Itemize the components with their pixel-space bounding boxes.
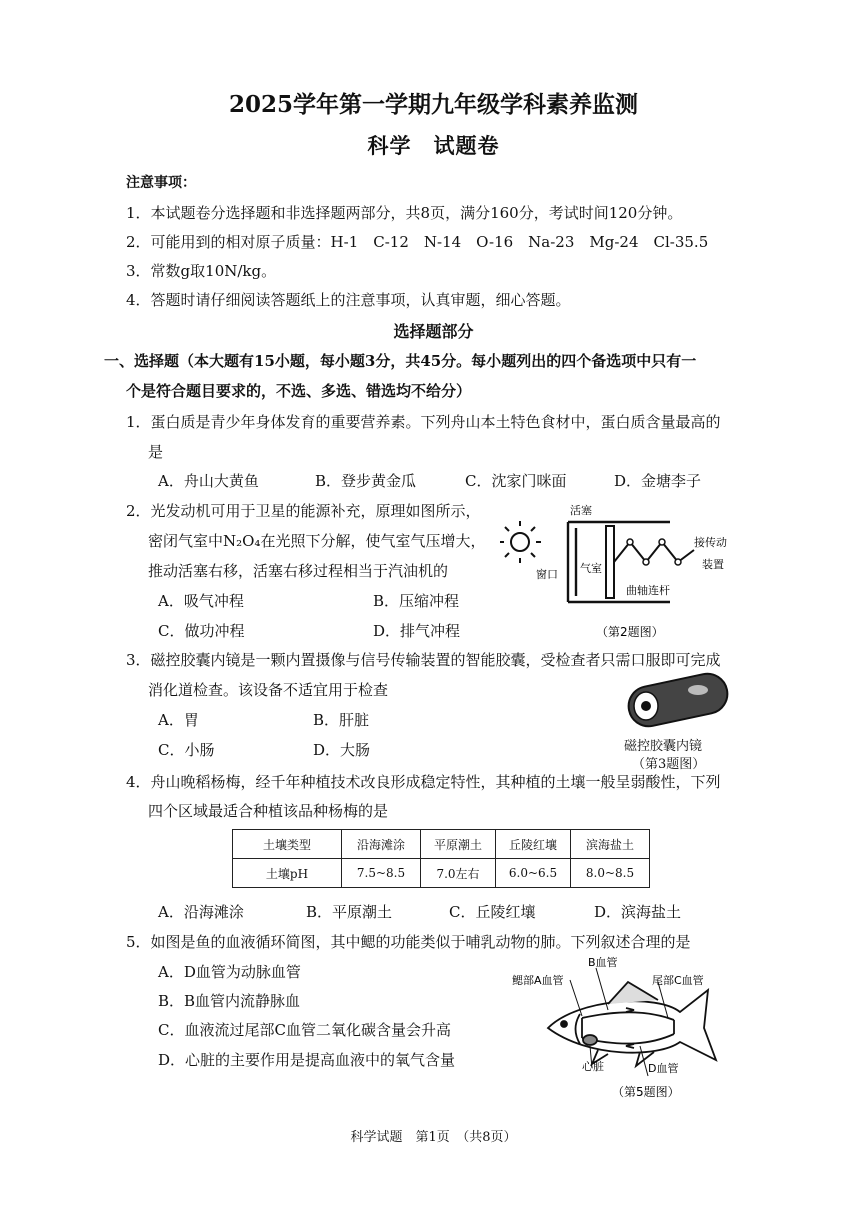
q2-option-a: A．吸气冲程 bbox=[158, 592, 244, 610]
q5-option-a: A．D血管为动脉血管 bbox=[158, 963, 301, 981]
table-cell: 8.0~8.5 bbox=[571, 859, 650, 888]
q3-stem-2: 消化道检查。该设备不适宜用于检查 bbox=[148, 681, 389, 699]
q5-option-d: D．心脏的主要作用是提高血液中的氧气含量 bbox=[158, 1051, 456, 1069]
table-cell: 平原潮土 bbox=[421, 830, 496, 859]
q2-option-d: D．排气冲程 bbox=[373, 622, 461, 640]
q2-engine-figure bbox=[500, 498, 750, 646]
capsule-endoscope-image bbox=[618, 670, 734, 730]
sun-icon bbox=[500, 521, 541, 563]
q4-stem-2: 四个区域最适合种植该品种杨梅的是 bbox=[148, 802, 389, 820]
heart-label: 心脏 bbox=[582, 1060, 604, 1073]
q2-stem-2: 密闭气室中N₂O₄在光照下分解，使气室气压增大， bbox=[148, 532, 486, 550]
note-item-3: 3．常数g取10N/kg。 bbox=[126, 262, 277, 280]
table-row bbox=[233, 859, 650, 888]
table-cell: 滨海盐土 bbox=[571, 830, 650, 859]
page-subtitle: 科学 试题卷 bbox=[367, 133, 500, 158]
notes-heading: 注意事项： bbox=[126, 175, 196, 191]
q1-option-b: B．登步黄金瓜 bbox=[315, 472, 417, 490]
q3-option-a: A．胃 bbox=[158, 711, 199, 729]
table-header-row bbox=[233, 830, 650, 859]
q4-option-a: A．沿海滩涂 bbox=[158, 903, 244, 921]
q2-option-b: B．压缩冲程 bbox=[373, 592, 460, 610]
page-title: 2025学年第一学期九年级学科素养监测 bbox=[228, 91, 638, 118]
q3-figure-caption: （第3题图） bbox=[632, 757, 706, 772]
table-cell: 沿海滩涂 bbox=[342, 830, 421, 859]
q4-option-b: B．平原潮土 bbox=[306, 903, 393, 921]
chamber-label: 气室 bbox=[580, 562, 602, 575]
q1-stem-1: 1．蛋白质是青少年身体发育的重要营养素。下列舟山本土特色食材中，蛋白质含量最高的 bbox=[126, 413, 721, 431]
vessel-d-label: D血管 bbox=[648, 1062, 679, 1075]
q5-stem-1: 5．如图是鱼的血液循环简图，其中鳃的功能类似于哺乳动物的肺。下列叙述合理的是 bbox=[126, 933, 691, 951]
table-cell: 丘陵红壤 bbox=[496, 830, 571, 859]
q2-figure-caption: （第2题图） bbox=[596, 625, 664, 639]
q4-option-c: C．丘陵红壤 bbox=[449, 903, 536, 921]
q2-option-c: C．做功冲程 bbox=[158, 622, 245, 640]
section-title: 选择题部分 bbox=[393, 322, 474, 341]
q3-option-c: C．小肠 bbox=[158, 741, 215, 759]
q1-option-a: A．舟山大黄鱼 bbox=[158, 472, 259, 490]
crank-label: 曲轴连杆 bbox=[626, 584, 670, 597]
fish-circulation-figure bbox=[508, 954, 730, 1102]
q3-option-d: D．大肠 bbox=[313, 741, 371, 759]
section-intro-1: 一、选择题（本大题有15小题，每小题3分，共45分。每小题列出的四个备选项中只有一 bbox=[104, 352, 697, 370]
table-cell: 7.5~8.5 bbox=[342, 859, 421, 888]
note-item-2: 2．可能用到的相对原子质量：H-1 C-12 N-14 O-16 Na-23 Mg-24 Cl-35.5 bbox=[126, 233, 709, 251]
note-item-1: 1．本试题卷分选择题和非选择题两部分，共8页，满分160分，考试时间120分钟。 bbox=[126, 204, 683, 222]
window-label: 窗口 bbox=[536, 568, 558, 581]
note-item-4: 4．答题时请仔细阅读答题纸上的注意事项，认真审题，细心答题。 bbox=[126, 291, 571, 309]
table-cell: 土壤pH bbox=[233, 859, 342, 888]
table-cell: 土壤类型 bbox=[233, 830, 342, 859]
soil-ph-table bbox=[232, 829, 650, 888]
vessel-a-label: 鳃部A血管 bbox=[512, 974, 564, 987]
q1-option-c: C．沈家门咪面 bbox=[465, 472, 567, 490]
q4-stem-1: 4．舟山晚稻杨梅，经千年种植技术改良形成稳定特性，其种植的土壤一般呈弱酸性，下列 bbox=[126, 773, 721, 791]
table-cell: 7.0左右 bbox=[421, 859, 496, 888]
q2-stem-1: 2．光发动机可用于卫星的能源补充，原理如图所示， bbox=[126, 502, 481, 520]
vessel-c-label: 尾部C血管 bbox=[652, 974, 704, 987]
page-footer: 科学试题 第1页 （共8页） bbox=[350, 1130, 517, 1145]
vessel-b-label: B血管 bbox=[588, 956, 618, 969]
q5-option-b: B．B血管内流静脉血 bbox=[158, 992, 301, 1010]
q3-option-b: B．肝脏 bbox=[313, 711, 370, 729]
drive-label-1: 接传动 bbox=[694, 536, 727, 549]
drive-label-2: 装置 bbox=[702, 558, 724, 571]
q3-figure-label: 磁控胶囊内镜 bbox=[624, 739, 703, 754]
q5-option-c: C．血液流过尾部C血管二氧化碳含量会升高 bbox=[158, 1021, 451, 1039]
q2-stem-3: 推动活塞右移，活塞右移过程相当于汽油机的 bbox=[148, 562, 449, 580]
q1-option-d: D．金塘李子 bbox=[614, 472, 702, 490]
section-intro-2: 个是符合题目要求的，不选、多选、错选均不给分） bbox=[126, 382, 472, 400]
q1-stem-2: 是 bbox=[148, 443, 164, 461]
piston-rect bbox=[606, 526, 614, 598]
table-cell: 6.0~6.5 bbox=[496, 859, 571, 888]
q5-figure-caption: （第5题图） bbox=[612, 1085, 680, 1099]
q3-stem-1: 3．磁控胶囊内镜是一颗内置摄像与信号传输装置的智能胶囊，受检查者只需口服即可完成 bbox=[126, 651, 721, 669]
piston-label: 活塞 bbox=[570, 504, 592, 517]
q4-option-d: D．滨海盐土 bbox=[594, 903, 682, 921]
